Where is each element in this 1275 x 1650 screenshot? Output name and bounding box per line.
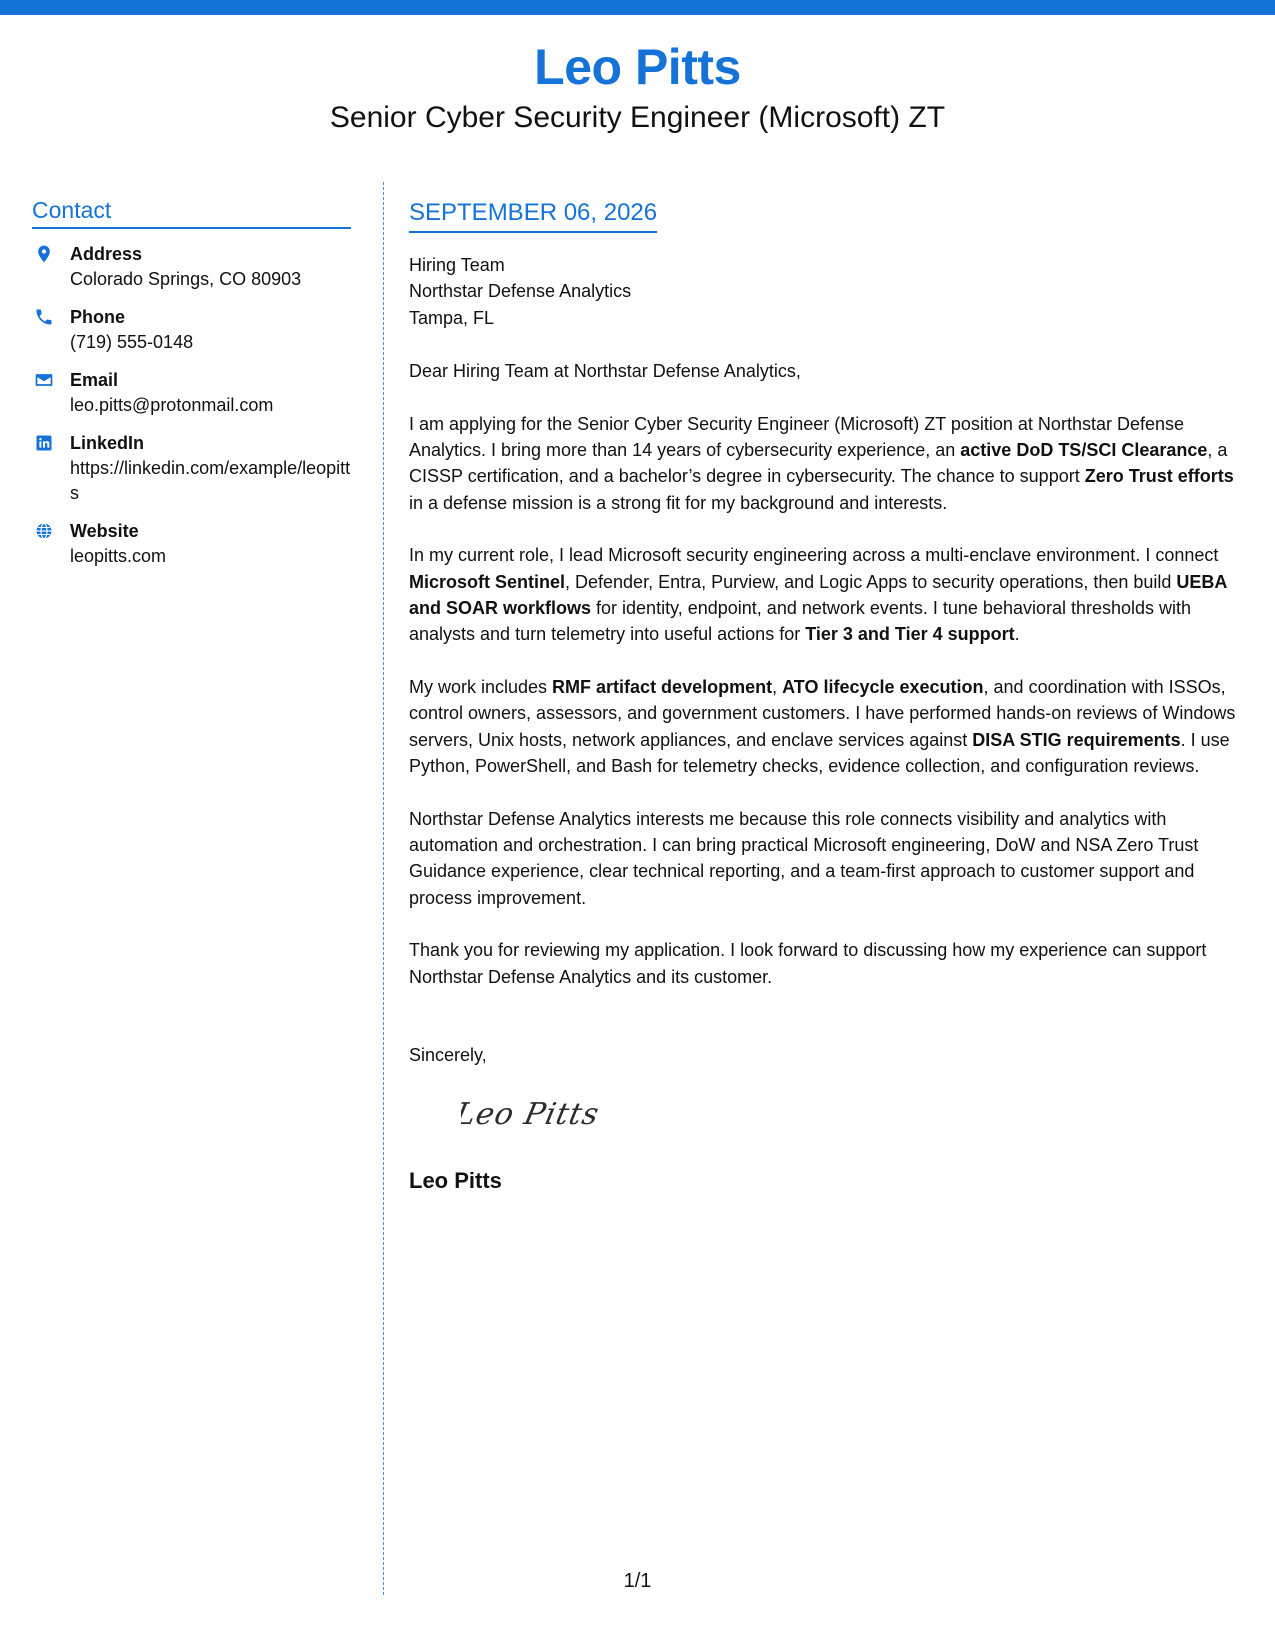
letter-paragraph — [409, 542, 1251, 648]
contact-address-value: Colorado Springs, CO 80903 — [70, 269, 302, 289]
letter-paragraph — [409, 937, 1251, 990]
job-title: Senior Cyber Security Engineer (Microsoft) ZT — [329, 101, 946, 134]
paragraph-text: Northstar Defense Analytics interests me because this role connects visibility and analytics with automation and orchestration. I can bring practical Microsoft engineering, DoW and NSA Zero Trust Guidance experience, clear technical reporting, and a team-first approach to customer support and process improvement. — [409, 808, 1199, 908]
paragraph-text: , Defender, Entra, Purview, and Logic Apps to security operations, then build — [565, 571, 1177, 592]
paragraph-text: Thank you for reviewing my application. I look forward to discussing how my experience can support Northstar Defense Analytics and its customer. — [409, 940, 1207, 987]
letter-paragraphs — [409, 411, 1251, 990]
letter-date: SEPTEMBER 06, 2026 — [409, 198, 657, 233]
paragraph-text: , — [772, 676, 783, 697]
recipient-line: Tampa, FL — [409, 307, 495, 328]
contact-sidebar — [32, 196, 351, 569]
handwritten-signature — [461, 1088, 631, 1138]
contact-website-value[interactable]: leopitts.com — [70, 546, 167, 566]
paragraph-text: , and coordination with ISSOs, control owners, assessors, and government customers. I have performed hands-on reviews of Windows servers, Unix hosts, network appliances, and enclave services against — [409, 676, 1236, 750]
emphasized-text: UEBA and SOAR workflows — [409, 571, 1227, 619]
closing: Sincerely, — [409, 1044, 487, 1065]
emphasized-text: Tier 3 and Tier 4 support — [805, 624, 1015, 645]
contact-website-label: Website — [70, 521, 139, 541]
contact-phone-label: Phone — [70, 307, 126, 327]
paragraph-text: . — [1014, 624, 1020, 645]
letter-paragraph — [409, 674, 1251, 780]
linkedin-icon — [34, 433, 54, 453]
emphasized-text: DISA STIG requirements — [972, 729, 1181, 750]
contact-address — [32, 242, 351, 292]
contact-phone-value: (719) 555-0148 — [70, 332, 194, 352]
emphasized-text: Zero Trust efforts — [1084, 466, 1234, 487]
globe-icon — [34, 521, 54, 541]
contact-email — [32, 368, 351, 418]
top-accent-bar — [0, 0, 1275, 15]
emphasized-text: active DoD TS/SCI Clearance — [960, 440, 1208, 461]
map-pin-icon — [34, 244, 54, 264]
contact-linkedin-value[interactable]: https://linkedin.com/example/leopitts — [70, 458, 351, 503]
letter-paragraph — [409, 411, 1251, 517]
email-icon — [34, 370, 54, 390]
emphasized-text: RMF artifact development — [552, 676, 773, 697]
paragraph-text: I am applying for the Senior Cyber Security Engineer (Microsoft) ZT position at Northstar Defense Analytics. I bring more than 14 years of cybersecurity experience, an — [409, 413, 1185, 461]
emphasized-text: ATO lifecycle execution — [782, 676, 984, 697]
svg-text:Leo Pitts: Leo Pitts — [461, 1097, 603, 1133]
paragraph-text: for identity, endpoint, and network events. I tune behavioral thresholds with analysts and turn telemetry into useful actions for — [409, 598, 1192, 645]
contact-linkedin — [32, 431, 351, 506]
column-divider — [383, 182, 384, 1595]
paragraph-text: In my current role, I lead Microsoft security engineering across a multi-enclave environment. I connect — [409, 545, 1219, 566]
recipient-block — [409, 252, 1251, 331]
salutation: Dear Hiring Team at Northstar Defense Analytics, — [409, 361, 801, 382]
page-number: 1/1 — [623, 1570, 652, 1592]
paragraph-text: . I use Python, PowerShell, and Bash for telemetry checks, evidence collection, and configuration reviews. — [409, 729, 1230, 777]
paragraph-text: in a defense mission is a strong fit for my background and interests. — [409, 492, 948, 513]
signed-name: Leo Pitts — [409, 1167, 502, 1193]
contact-address-label: Address — [70, 244, 143, 264]
contact-heading: Contact — [32, 196, 351, 229]
contact-phone — [32, 305, 351, 355]
letter-body — [409, 198, 1251, 1194]
contact-email-label: Email — [70, 370, 119, 390]
applicant-name: Leo Pitts — [534, 39, 741, 95]
phone-icon — [34, 307, 54, 327]
paragraph-text: My work includes — [409, 676, 553, 697]
emphasized-text: Microsoft Sentinel — [409, 571, 566, 592]
contact-linkedin-label: LinkedIn — [70, 433, 145, 453]
contact-email-value: leo.pitts@protonmail.com — [70, 395, 274, 415]
recipient-line: Hiring Team — [409, 255, 505, 275]
paragraph-text: , a CISSP certification, and a bachelor’s degree in cybersecurity. The chance to support — [409, 440, 1228, 487]
contact-website — [32, 519, 351, 569]
letter-paragraph — [409, 806, 1251, 912]
recipient-line: Northstar Defense Analytics — [409, 281, 632, 302]
